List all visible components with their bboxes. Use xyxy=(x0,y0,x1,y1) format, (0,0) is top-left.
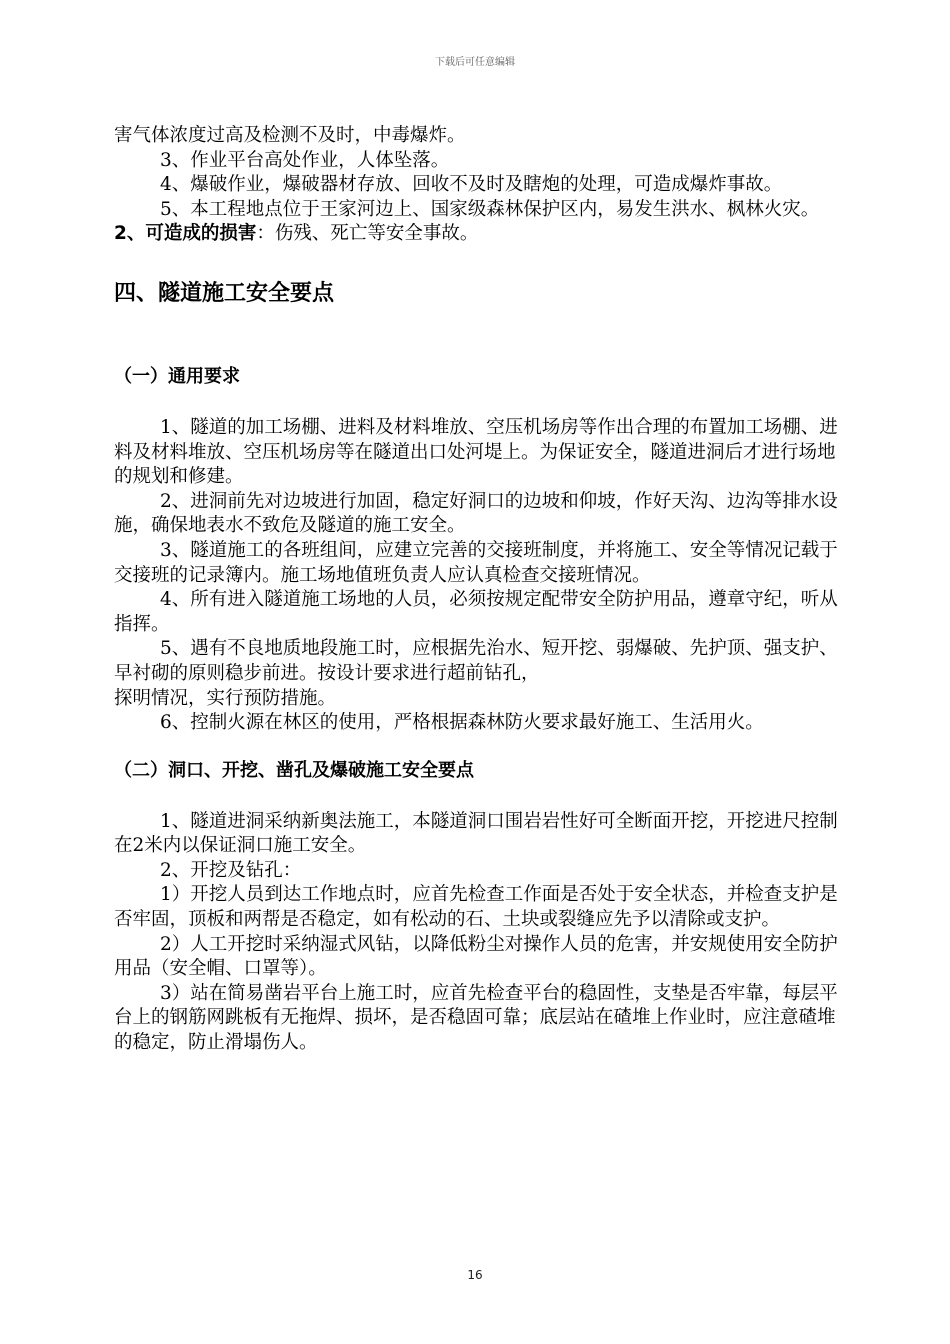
page-number: 16 xyxy=(467,1268,483,1282)
paragraph: 6、控制火源在林区的使用，严格根据森林防火要求最好施工、生活用火。 xyxy=(160,712,764,734)
paragraph: 害气体浓度过高及检测不及时，中毒爆炸。 xyxy=(114,125,466,146)
header-note: 下载后可任意编辑 xyxy=(435,57,515,68)
paragraph: 2、进洞前先对边坡进行加固，稳定好洞口的边坡和仰坡，作好天沟、边沟等排水设施，确保地表水不致危及隧道的施工安全。 xyxy=(114,490,838,537)
paragraph: 1、隧道的加工场棚、进料及材料堆放、空压机场房等作出合理的布置加工场棚、进料及材料堆放、空压机场房等在隧道出口处河堤上。为保证安全，隧道进洞后才进行场地的规划和修建。 xyxy=(114,416,838,488)
paragraph: 1、隧道进洞采纳新奥法施工，本隧道洞口围岩岩性好可全断面开挖，开挖进尺控制在2米内以保证洞口施工安全。 xyxy=(114,810,838,857)
paragraph: 4、爆破作业，爆破器材存放、回收不及时及瞎炮的处理，可造成爆炸事故。 xyxy=(160,174,783,196)
document-body xyxy=(114,124,840,1056)
paragraph: 4、所有进入隧道施工场地的人员，必须按规定配带安全防护用品，遵章守纪，听从指挥。 xyxy=(114,589,838,635)
paragraph: 1）开挖人员到达工作地点时，应首先检查工作面是否处于安全状态，并检查支护是否牢固，顶板和两帮是否稳定，如有松动的石、土块或裂缝应先予以清除或支护。 xyxy=(114,884,838,931)
damage-paragraph xyxy=(114,222,840,247)
subsection-title: （一）通用要求 xyxy=(114,365,240,387)
paragraph: 3）站在简易凿岩平台上施工时，应首先检查平台的稳固性，支垫是否牢靠，每层平台上的钢筋网跳板有无拖焊、损坏，是否稳固可靠；底层站在碴堆上作业时，应注意碴堆的稳定，防止滑塌伤人。 xyxy=(114,982,838,1054)
paragraph: 2）人工开挖时采纳湿式风钻，以降低粉尘对操作人员的危害，并安规使用安全防护用品（安全帽、口罩等）。 xyxy=(114,933,838,980)
paragraph: 5、本工程地点位于王家河边上、国家级森林保护区内，易发生洪水、枫林火灾。 xyxy=(160,198,820,220)
subsection-title: （二）洞口、开挖、凿孔及爆破施工安全要点 xyxy=(114,759,474,781)
damage-label: 2、可造成的损害 xyxy=(114,223,257,245)
paragraph: 2、开挖及钻孔： xyxy=(160,859,302,881)
paragraph: 探明情况，实行预防措施。 xyxy=(114,687,337,709)
paragraph: 3、隧道施工的各班组间，应建立完善的交接班制度，并将施工、安全等情况记载于交接班的记录簿内。施工场地值班负责人应认真检查交接班情况。 xyxy=(114,539,838,586)
section-title: 四、隧道施工安全要点 xyxy=(114,280,335,306)
paragraph: 3、作业平台高处作业，人体坠落。 xyxy=(160,149,450,171)
paragraph: 5、遇有不良地质地段施工时，应根据先治水、短开挖、弱爆破、先护顶、强支护、早衬砌的原则稳步前进。按设计要求进行超前钻孔， xyxy=(114,638,838,684)
damage-text: ：伤残、死亡等安全事故。 xyxy=(256,223,479,245)
